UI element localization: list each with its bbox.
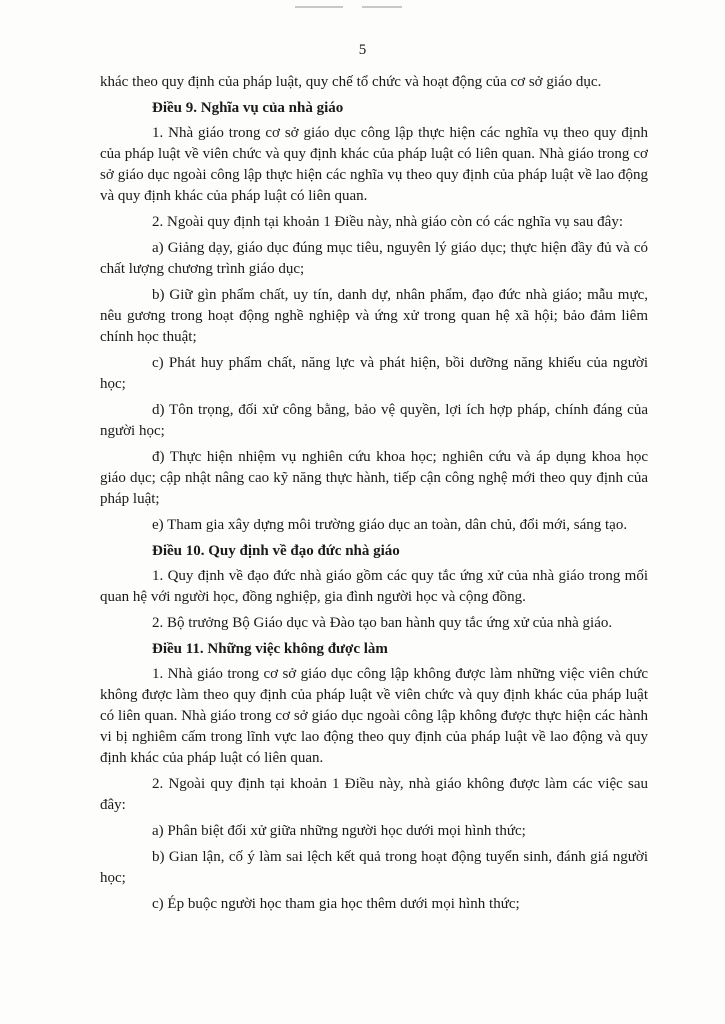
page-number: 5 — [358, 42, 367, 58]
scan-artifact — [362, 6, 402, 8]
paragraph: 2. Ngoài quy định tại khoản 1 Điều này, nhà giáo không được làm các việc sau đây: — [100, 776, 648, 813]
paragraph: 1. Nhà giáo trong cơ sở giáo dục công lập không được làm những việc viên chức không được làm theo quy định của pháp luật về viên chức và quy định khác của pháp luật có liên quan. Nhà giáo trong cơ sở giáo dục ngoài công lập không được thực hiện các hành vi bị nghiêm cấm trong lĩnh vực lao động theo quy định của pháp luật về lao động và quy định khác của pháp luật có liên quan. — [100, 666, 648, 766]
paragraph: b) Giữ gìn phẩm chất, uy tín, danh dự, nhân phẩm, đạo đức nhà giáo; mẫu mực, nêu gương trong hoạt động nghề nghiệp và ứng xử trong quan hệ xã hội; bảo đảm liêm chính học thuật; — [100, 287, 648, 345]
scan-artifact — [295, 6, 343, 8]
paragraph: đ) Thực hiện nhiệm vụ nghiên cứu khoa học; nghiên cứu và áp dụng khoa học giáo dục; cập nhật nâng cao kỹ năng thực hành, tiếp cận công nghệ mới theo quy định của pháp luật; — [100, 449, 648, 507]
article-heading: Điều 11. Những việc không được làm — [152, 641, 388, 657]
paragraph: khác theo quy định của pháp luật, quy chế tổ chức và hoạt động của cơ sở giáo dục. — [100, 74, 602, 90]
paragraph: 2. Ngoài quy định tại khoản 1 Điều này, nhà giáo còn có các nghĩa vụ sau đây: — [152, 214, 623, 230]
paragraph: a) Phân biệt đối xử giữa những người học dưới mọi hình thức; — [152, 823, 526, 839]
article-heading: Điều 9. Nghĩa vụ của nhà giáo — [152, 100, 344, 116]
paragraph: a) Giảng dạy, giáo dục đúng mục tiêu, nguyên lý giáo dục; thực hiện đầy đủ và có chất lượng chương trình giáo dục; — [100, 240, 648, 277]
paragraph: e) Tham gia xây dựng môi trường giáo dục an toàn, dân chủ, đổi mới, sáng tạo. — [152, 517, 628, 533]
document-body — [100, 72, 648, 920]
paragraph: 1. Nhà giáo trong cơ sở giáo dục công lập thực hiện các nghĩa vụ theo quy định của pháp luật về viên chức và quy định khác của pháp luật có liên quan. Nhà giáo trong cơ sở giáo dục ngoài công lập thực hiện các nghĩa vụ theo quy định của pháp luật về lao động và quy định khác của pháp luật có liên quan. — [100, 125, 648, 204]
paragraph: b) Gian lận, cố ý làm sai lệch kết quả trong hoạt động tuyển sinh, đánh giá người học; — [100, 849, 648, 886]
paragraph: 2. Bộ trưởng Bộ Giáo dục và Đào tạo ban hành quy tắc ứng xử của nhà giáo. — [152, 615, 613, 631]
paragraph: c) Phát huy phẩm chất, năng lực và phát hiện, bồi dưỡng năng khiếu của người học; — [100, 355, 648, 392]
article-heading: Điều 10. Quy định về đạo đức nhà giáo — [152, 543, 400, 559]
paragraph: 1. Quy định về đạo đức nhà giáo gồm các quy tắc ứng xử của nhà giáo trong mối quan hệ với người học, đồng nghiệp, gia đình người học và cộng đồng. — [100, 568, 648, 605]
paragraph: c) Ép buộc người học tham gia học thêm dưới mọi hình thức; — [152, 896, 520, 912]
paragraph: d) Tôn trọng, đối xử công bằng, bảo vệ quyền, lợi ích hợp pháp, chính đáng của người học; — [100, 402, 648, 439]
